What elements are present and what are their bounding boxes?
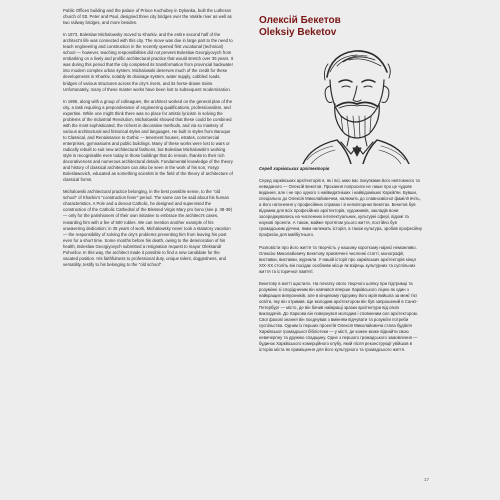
right-text-column [259, 166, 423, 359]
paragraph: Бекетову в житті щастило. На початку свого творчого шляху при підтримці та розумінні зі спорідненим він навчався вперше Харківського ліцею як один з найкращих випускників, але в кінцевому підсумку його мрія вийшла за межі тієї освіти, яку він отримав. Ще молодим архітектором він був запрошений в Санкт-Петербург — місто, де він бачив найкращі зразки архітектури від своїх викладачів. До Харкова він повернувся молодим і сповненим сил архітектором. Свої фахові знання він поєднував з вмінням відчувати та розуміти потреби суспільства. Одним із перших проектів Олексія Миколайовича стала будівля Харківської громадської бібліотеки — у місті, де кожен може віднайти свою невичерпну та дружню спадщину. Одне з першого громадського замовлення — будинок Харківського комерційного клубу, який після реконструкції увійшов в історію міста як приміщення для його культурного та громадського життя. [259, 280, 419, 353]
paragraph: Розповісти про його життя та творчість у нашому короткому нарисі неможливо. Олексію Миколайовичу Бекетову присвячені численні статті, монографії, виставки, виставки, журнали. У нашій історії про харківських архітекторів кінця XIX-XX століть він посідає особливе місце як взірець культурних та суспільних життя та історичної пам'яті. [259, 244, 417, 274]
paragraph: In 1895, along with a group of colleagues, the architect worked on the general plan of the city, a task requiring a preponderance of engineering qualifications, professionalism, and expertise. While one might think there was no place for artistic lyricism in solving the problems of the Industrial Revolution, Michalowski showed that these could be combined with the most sophisticated, the richest in decorative methods, and via so mastery of various architectural and historical styles and languages. He built in styles from Baroque to Classical, and Renaissance to Gothic — tenement houses, estates, commercial enterprises, gymnasiums and public buildings. Many of these works were lost to wars or radically rebuilt to suit new architectural fashions, but Boleslaw Michalowski's working style is recognisable even today in those buildings that do remain, thanks to their rich decorativeness and numerous architectural details. Fundamental knowledge of the theory and history of classical architecture can also be seen in the work of his son, Yosyp Boleslawovich, educated as something scientist in the field of the theory of architecture of classical forms. [63, 98, 233, 183]
paragraph: Серед харківських архітекторів я, як і всі, маю вас покупками його невтомного та невиданого — Олексій Бекетов. Прохання попросити не лише про це чудове видання, але і не про одного з найвидатніших і найвідоміших Харків'ян. Бувши, спеціально до Олексія Миколайовичем, належить до славнозвісної фамілії вчіть, а його натхнення у професійних справах і в неповторних Бекетах. Бекетов був відомим для всіх професійних архітекторів, художників, закладів вони зосереджувались на численних інтелектуальних, культурні сфері, відомі та наукові проекти. А також, майже протягом усього життя, постійно був громадським діячем, яким належать історія, а також культура, зробив професійну професію для майбутнього. [259, 178, 423, 238]
paragraph: In 1873, Boleslaw Michalowsky moved to Kharkiv, and the entire second half of the architect's life was connected with this city. The move was due in large part to the need to teach engineering and construction in the recently opened first vocational (technical) school — however, teaching responsibilities did not prevent Boleslaw Georgiyovych from embarking on a lively and prolific architectural practice that would stretch over 35 years. It was during this period that the city completed its transformation from provincial backwater into modern complex urban system. Michalowski deserves much of the credit for these developments in Kharkiv, notably its drainage system, water supply, cobbled roads, bridges of various structures across the city's rivers, and its horse-drawn trains. Unfortunately, many of these master works have been lost to subsequent modernisation. [63, 32, 234, 92]
author-name-ukrainian: Олексій Бекетов [259, 15, 341, 26]
paragraph: Public Offices building and the palace of Prince Kochubey in Dykanka, built the Lutheran church of Stt. Peter and Paul, designed three city bridges over the Vaskle river as well as two railway bridges, and more besides. [63, 8, 232, 26]
paragraph: Michalowski architectural practice belonging, in the best possible sense, to the "old school" of Kharkiv's "construction fever" period. The same can be said about his human characteristics. A Pole and a devout Catholic, he designed and supervised the construction of the Catholic Cathedral of the Blessed Virgin Mary pro bono (see p. 38-39) — only for the parishioners of their own initiative to embrace the architect's cases, rewarding him with a fee of 500 rubles. We can mention another example of his unwavering dedication: in 35 years of work, Michalowsky never took a statutory vacation — the responsibility of solving the city's problems preventing him from leaving his post even for a short time. Some months before his death, owing to the deterioration of his health, Boleslaw Georgiyovych submitted a resignation request to mayor Oleksandr Pohorilov. In this way, the architect made it possible to find a new candidate for the vacated position. His faithfulness to professional duty, unique talent, doggedness, and versatility, testify to his belonging to the "old school". [63, 189, 232, 267]
paragraph [259, 166, 423, 172]
left-text-column [63, 8, 234, 274]
author-name-english: Oleksiy Beketov [259, 27, 337, 38]
page-number: 17 [424, 477, 430, 482]
lead-phrase: Серед харківських архітекторів [259, 166, 330, 171]
portrait-sketch-icon [297, 42, 415, 164]
